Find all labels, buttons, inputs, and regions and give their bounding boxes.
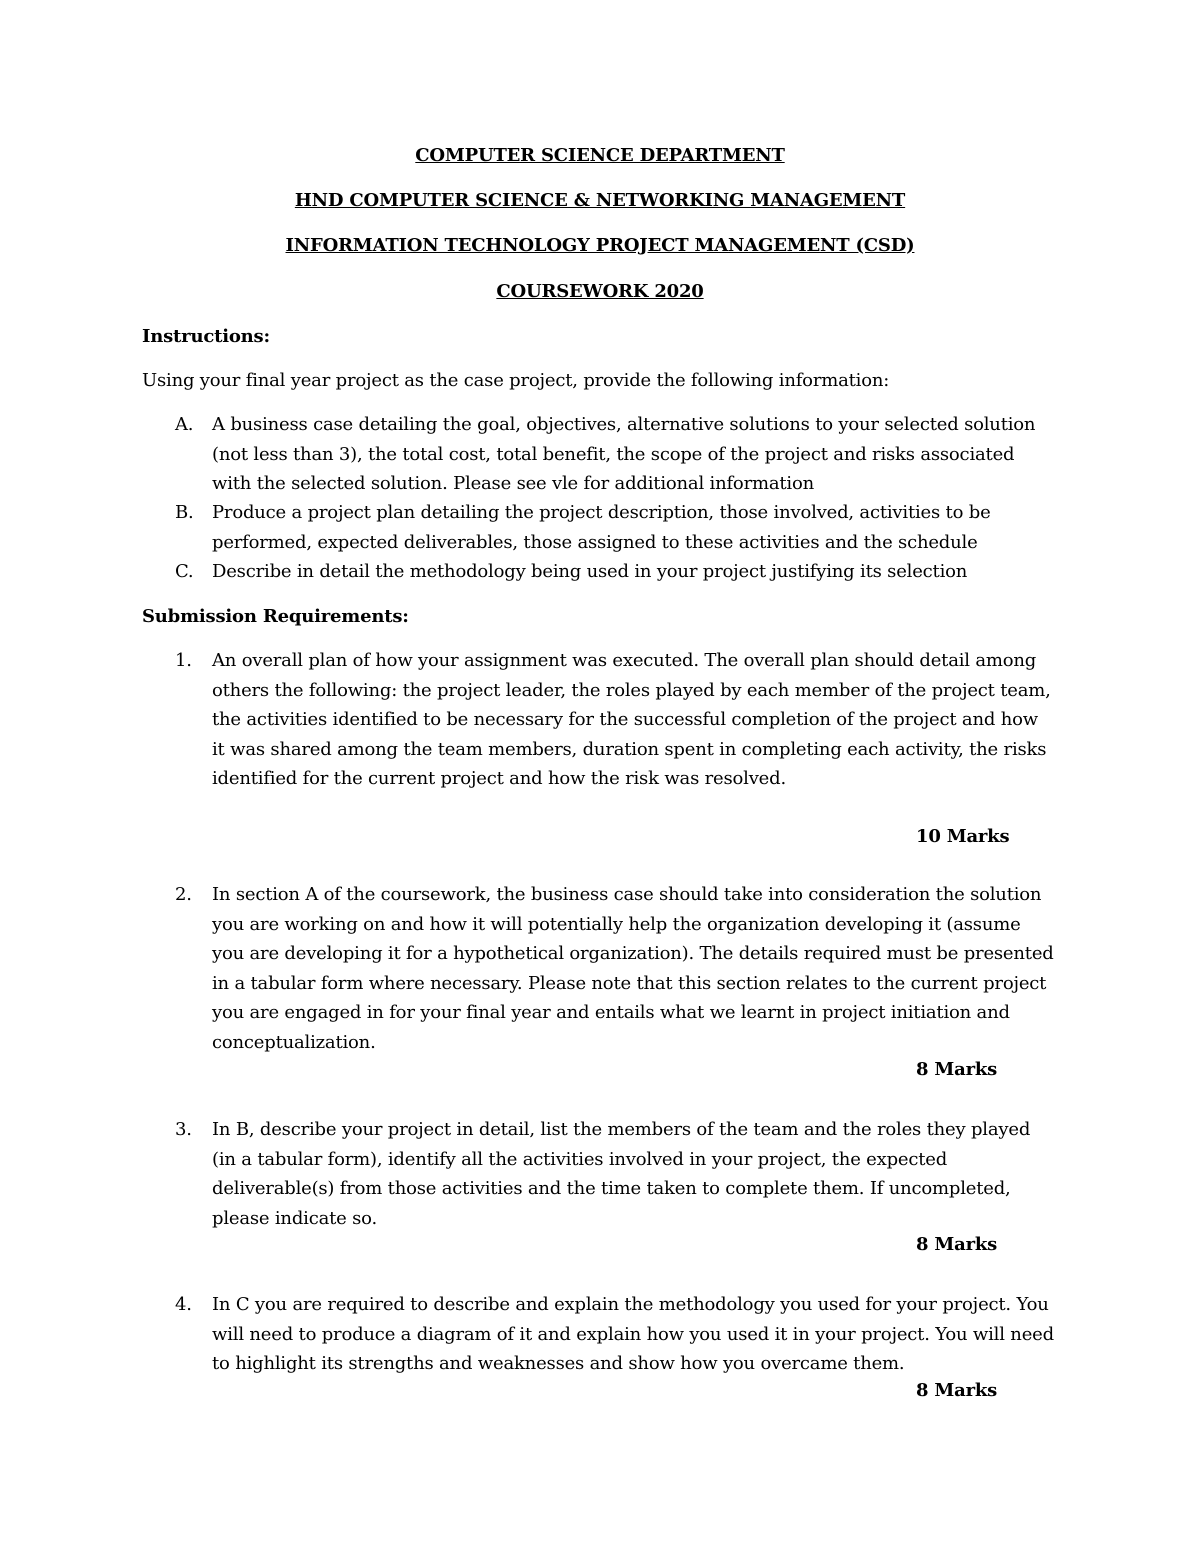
instruction-item-text: Produce a project plan detailing the project description, those involved, activities to be performed, expected deliverables, those assigned to these activities and the schedule [212, 502, 991, 553]
programme-heading: HND COMPUTER SCIENCE & NETWORKING MANAGEMENT [294, 190, 906, 211]
submission-item-2 [142, 880, 1054, 1057]
list-marker: 2. [175, 884, 192, 905]
list-marker: C. [175, 561, 194, 582]
instruction-item-text: Describe in detail the methodology being used in your project justifying its selection [212, 561, 968, 582]
course-heading: INFORMATION TECHNOLOGY PROJECT MANAGEMENT (CSD) [285, 235, 915, 256]
coursework-heading: COURSEWORK 2020 [496, 281, 704, 302]
marks-label: 10 Marks [916, 826, 1010, 847]
list-marker: B. [175, 502, 194, 523]
list-marker: 1. [175, 650, 192, 671]
instructions-title: Instructions: [142, 326, 270, 347]
submission-item-1 [142, 646, 1054, 794]
submission-item-3 [142, 1115, 1054, 1233]
list-marker: A. [175, 414, 194, 435]
list-marker: 4. [175, 1294, 192, 1315]
marks-label: 8 Marks [916, 1059, 998, 1080]
list-marker: 3. [175, 1119, 192, 1140]
instruction-item-text: A business case detailing the goal, objectives, alternative solutions to your selected solution (not less than 3), the total cost, total benefit, the scope of the project and risks associated with the selected solution. Please see vle for additional information [212, 414, 1036, 494]
instruction-item-b [142, 498, 1054, 557]
submission-item-text: In B, describe your project in detail, list the members of the team and the roles they played (in a tabular form), identify all the activities involved in your project, the expected deliverable(s) from those activities and the time taken to complete them. If uncompleted, please indicate so. [212, 1119, 1031, 1229]
submission-item-text: An overall plan of how your assignment was executed. The overall plan should detail among others the following: the project leader, the roles played by each member of the project team, the activities identified to be necessary for the successful completion of the project and how it was shared among the team members, duration spent in completing each activity, the risks identified for the current project and how the risk was resolved. [212, 650, 1051, 789]
instruction-item-c [142, 557, 1054, 587]
department-heading: COMPUTER SCIENCE DEPARTMENT [415, 145, 785, 166]
marks-label: 8 Marks [916, 1380, 998, 1401]
submission-item-4 [142, 1290, 1054, 1379]
instruction-item-a [142, 410, 1054, 499]
submission-item-text: In C you are required to describe and explain the methodology you used for your project. You will need to produce a diagram of it and explain how you used it in your project. You will need to highlight its strengths and weaknesses and show how you overcame them. [212, 1294, 1054, 1374]
submission-title: Submission Requirements: [142, 606, 409, 627]
marks-label: 8 Marks [916, 1234, 998, 1255]
submission-item-text: In section A of the coursework, the business case should take into consideration the solution you are working on and how it will potentially help the organization developing it (assume you are developing it for a hypothetical organization). The details required must be presented in a tabular form where necessary. Please note that this section relates to the current project you are engaged in for your final year and entails what we learnt in project initiation and conceptualization. [212, 884, 1054, 1053]
instructions-intro: Using your final year project as the case project, provide the following information: [142, 370, 890, 391]
